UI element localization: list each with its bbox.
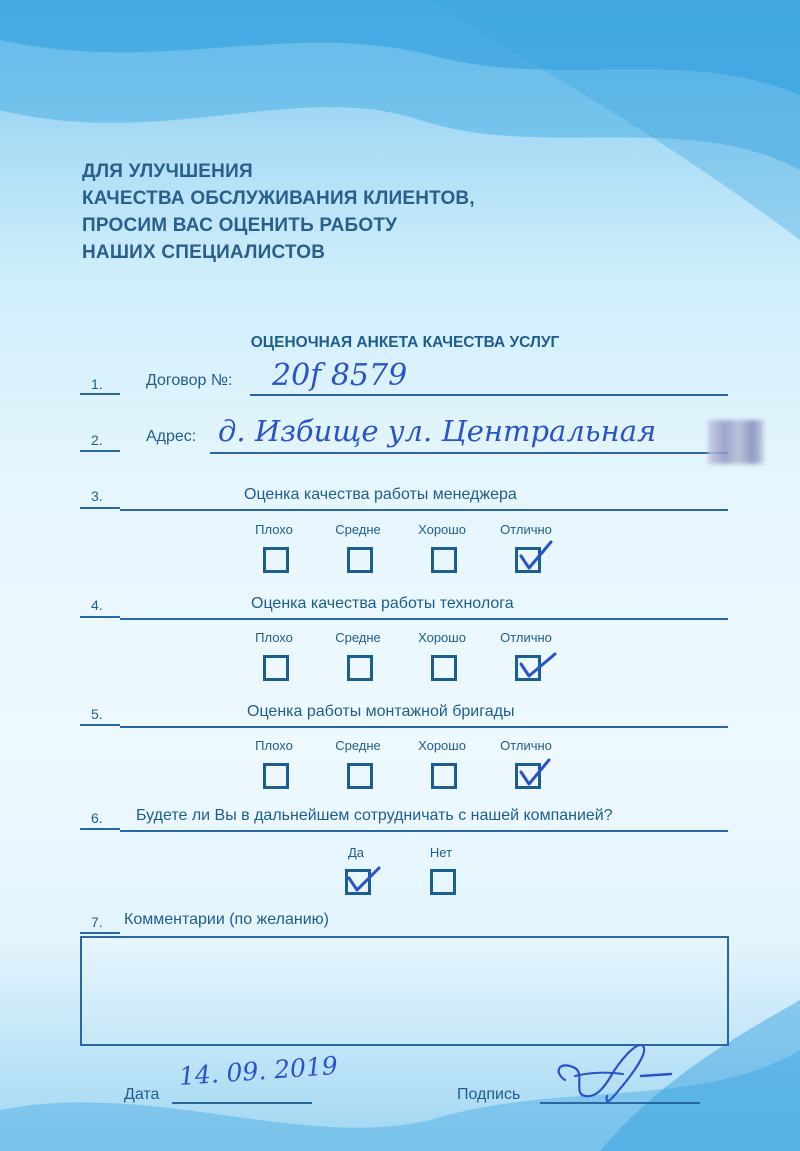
item-number-3: 3.	[91, 488, 103, 504]
rating-question: Оценка работы монтажной бригады	[247, 703, 515, 720]
contract-underline	[250, 394, 728, 396]
number-underline	[80, 393, 120, 395]
comments-textarea[interactable]	[80, 936, 729, 1046]
checkbox-manager-good[interactable]	[431, 547, 457, 573]
address-field[interactable]: д. Избище ул. Центральная	[218, 414, 657, 448]
heading-line: ПРОСИМ ВАС ОЦЕНИТЬ РАБОТУ	[82, 215, 398, 236]
checkmark-icon	[345, 860, 385, 896]
date-field[interactable]: 14. 09. 2019	[177, 1050, 339, 1091]
contract-label: Договор №:	[146, 372, 233, 389]
option-label-bad: Плохо	[255, 738, 293, 753]
option-label-excellent: Отлично	[500, 522, 552, 537]
address-label: Адрес:	[146, 428, 197, 445]
option-label-average: Средне	[335, 738, 381, 753]
checkbox-technologist-bad[interactable]	[263, 655, 289, 681]
option-label-good: Хорошо	[418, 522, 466, 537]
rating-question: Оценка качества работы менеджера	[244, 486, 517, 503]
question-underline	[120, 726, 728, 728]
checkbox-crew-good[interactable]	[431, 763, 457, 789]
form-title: ОЦЕНОЧНАЯ АНКЕТА КАЧЕСТВА УСЛУГ	[250, 334, 560, 351]
question-underline	[120, 618, 728, 620]
option-label-good: Хорошо	[418, 738, 466, 753]
option-label-average: Средне	[335, 630, 381, 645]
address-underline	[210, 452, 728, 454]
number-underline	[80, 932, 120, 934]
option-label-excellent: Отлично	[500, 630, 552, 645]
date-underline	[172, 1102, 312, 1104]
number-underline	[80, 724, 120, 726]
item-number-2: 2.	[91, 432, 103, 448]
checkbox-crew-excellent[interactable]	[515, 763, 541, 789]
heading-line: НАШИХ СПЕЦИАЛИСТОВ	[82, 242, 326, 263]
item-number-6: 6.	[91, 810, 103, 826]
option-label-average: Средне	[335, 522, 381, 537]
checkbox-cooperate-yes[interactable]	[345, 869, 371, 895]
heading	[82, 158, 475, 266]
item-number-4: 4.	[91, 597, 103, 613]
cooperate-question: Будете ли Вы в дальнейшем сотрудничать с нашей компанией?	[136, 807, 613, 824]
item-number-7: 7.	[91, 914, 103, 930]
option-label-good: Хорошо	[418, 630, 466, 645]
number-underline	[80, 507, 120, 509]
option-label-bad: Плохо	[255, 630, 293, 645]
option-label-no: Нет	[429, 845, 453, 860]
heading-line: ДЛЯ УЛУЧШЕНИЯ	[82, 161, 253, 182]
checkmark-icon	[515, 646, 555, 682]
number-underline	[80, 828, 120, 830]
checkbox-crew-average[interactable]	[347, 763, 373, 789]
contract-number-field[interactable]: 20f 8579	[272, 358, 408, 393]
option-label-excellent: Отлично	[500, 738, 552, 753]
checkmark-icon	[515, 538, 555, 574]
comments-label: Комментарии (по желанию)	[124, 911, 329, 928]
checkbox-technologist-average[interactable]	[347, 655, 373, 681]
redacted-area	[708, 420, 764, 464]
checkbox-manager-bad[interactable]	[263, 547, 289, 573]
number-underline	[80, 450, 120, 452]
item-number-1: 1.	[91, 376, 103, 392]
question-underline	[120, 509, 728, 511]
question-underline	[120, 830, 728, 832]
number-underline	[80, 616, 120, 618]
rating-question: Оценка качества работы технолога	[251, 595, 514, 612]
checkbox-technologist-good[interactable]	[431, 655, 457, 681]
heading-line: КАЧЕСТВА ОБСЛУЖИВАНИЯ КЛИЕНТОВ,	[82, 188, 475, 209]
checkbox-manager-excellent[interactable]	[515, 547, 541, 573]
checkbox-crew-bad[interactable]	[263, 763, 289, 789]
signature-label: Подпись	[457, 1086, 521, 1103]
signature-image	[545, 1036, 675, 1110]
date-label: Дата	[124, 1086, 160, 1103]
item-number-5: 5.	[91, 706, 103, 722]
option-label-yes: Да	[347, 845, 365, 860]
checkmark-icon	[515, 754, 555, 790]
checkbox-cooperate-no[interactable]	[430, 869, 456, 895]
checkbox-technologist-excellent[interactable]	[515, 655, 541, 681]
option-label-bad: Плохо	[255, 522, 293, 537]
checkbox-manager-average[interactable]	[347, 547, 373, 573]
